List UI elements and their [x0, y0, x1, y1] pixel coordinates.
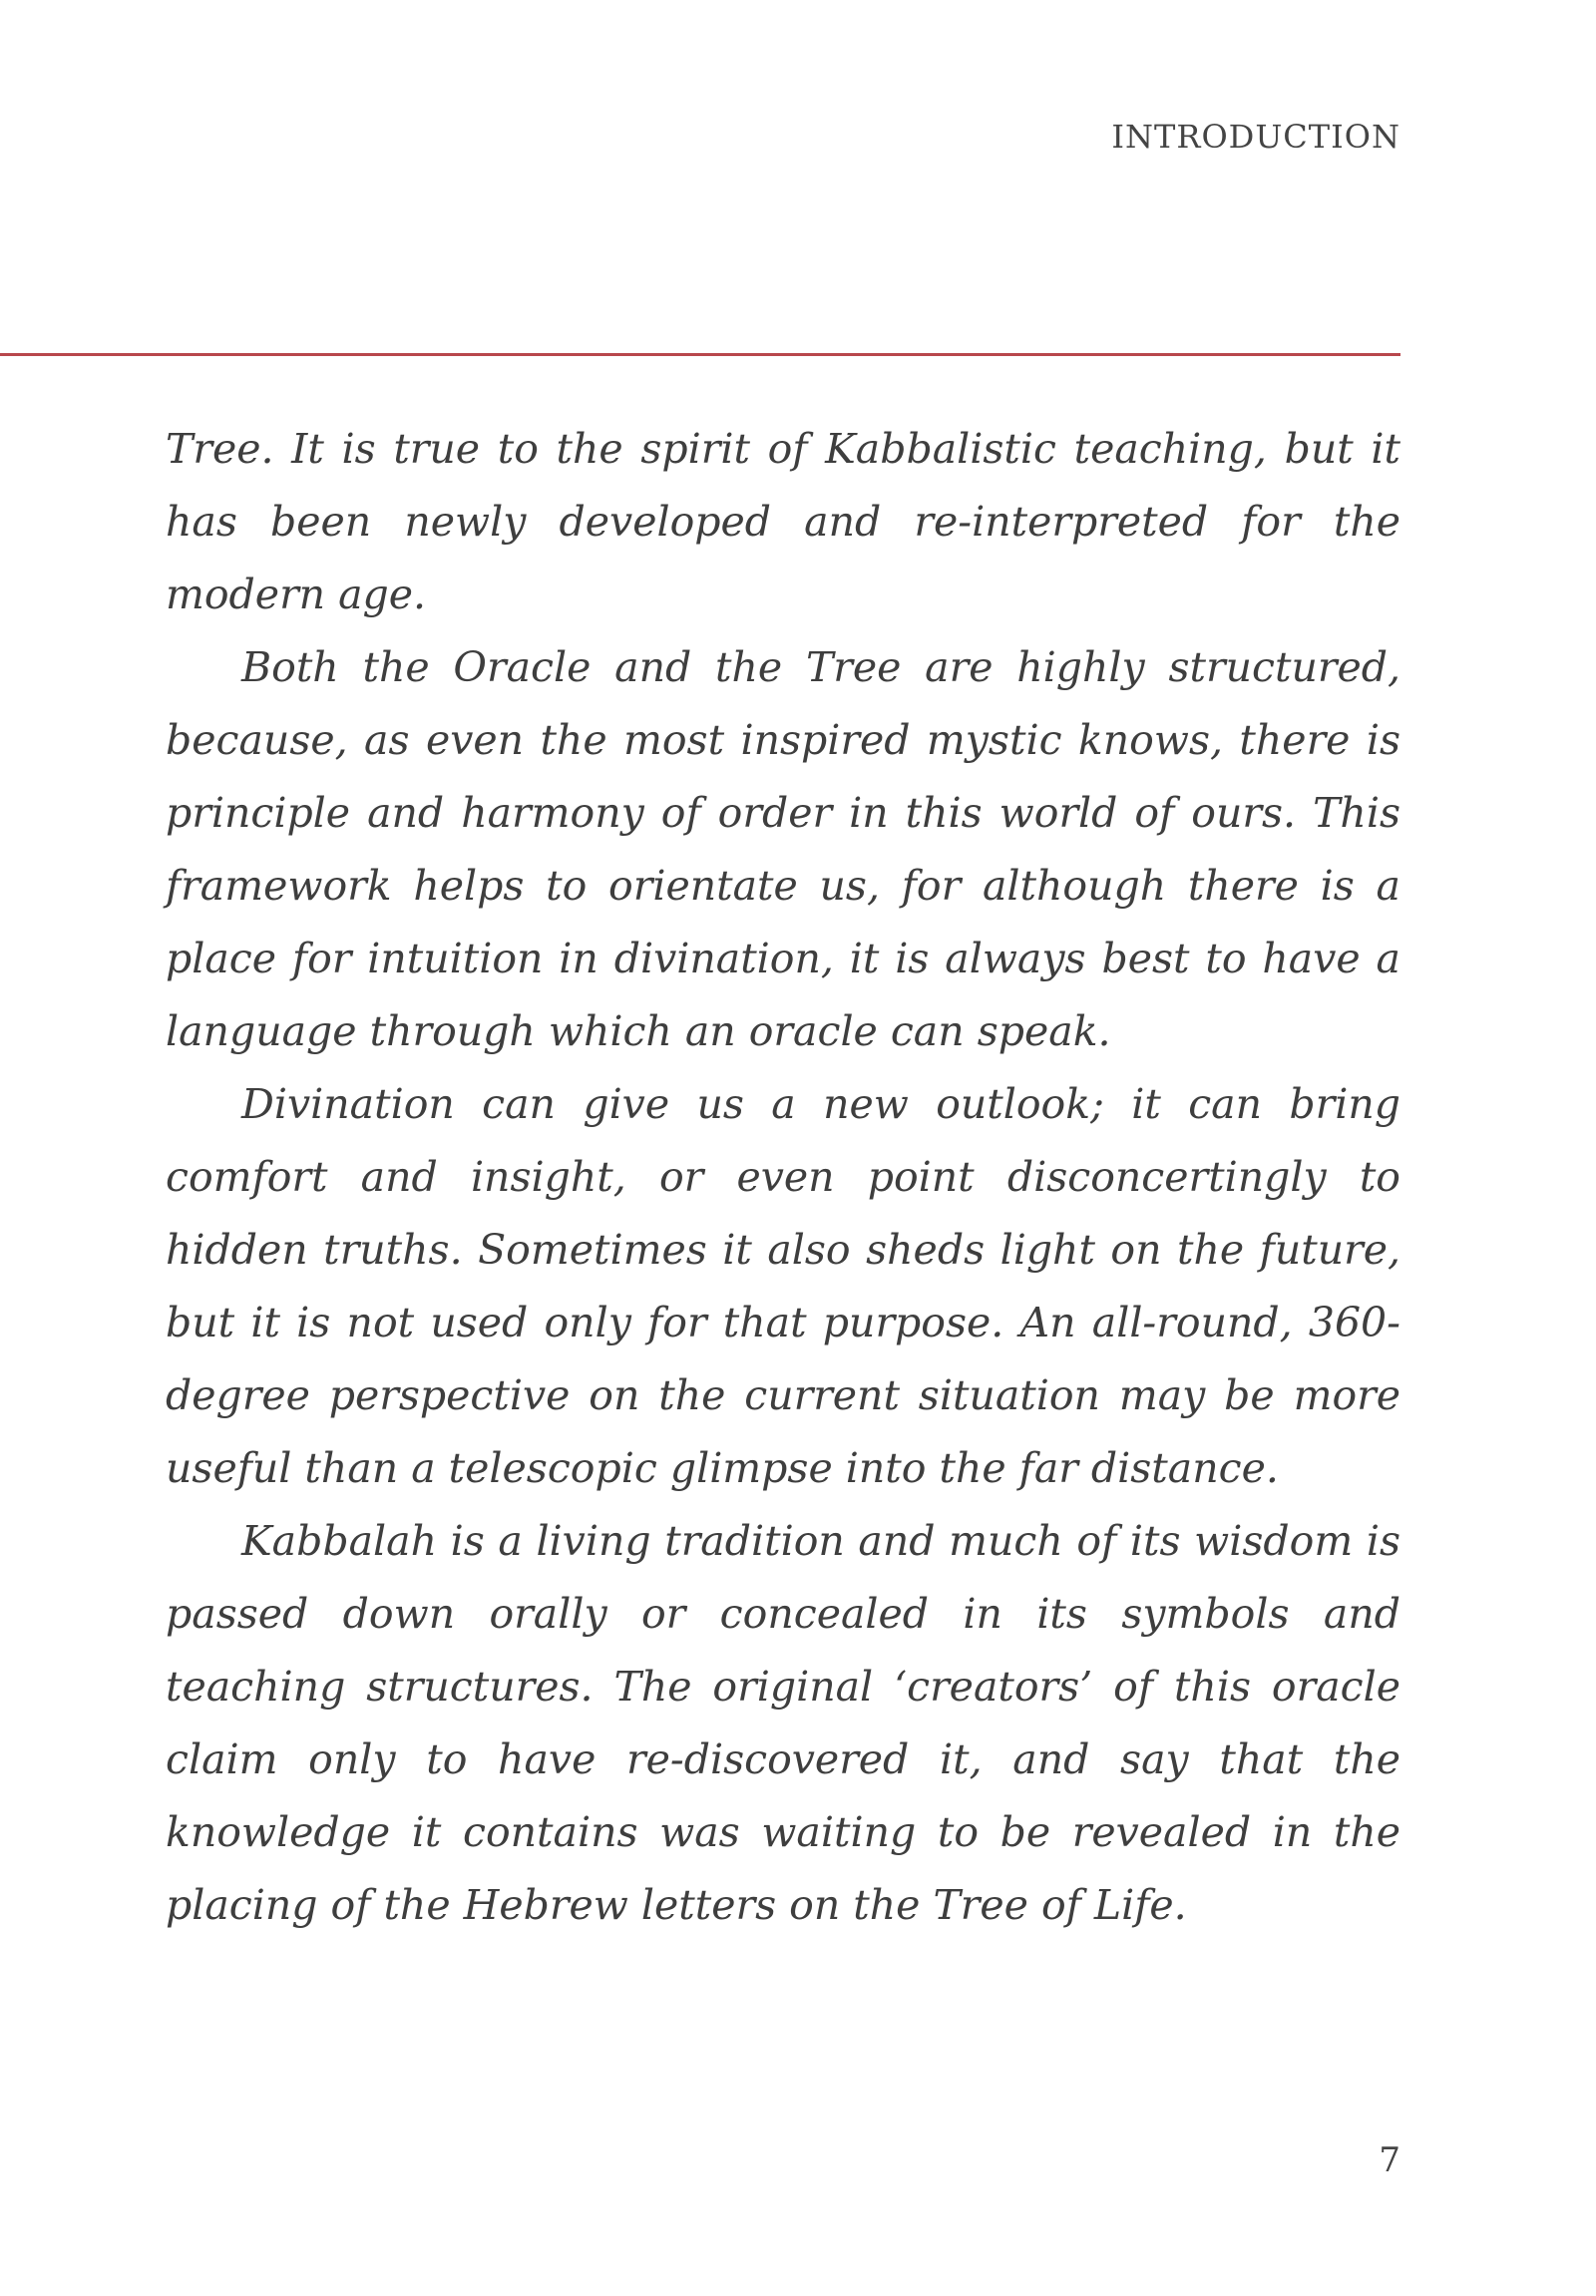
paragraph: Divination can give us a new outlook; it can bring comfort and insight, or even point disconcertingly to hidden truths. Sometimes it also sheds light on the future, but it is not used only for that purpose. An all-round, 360-degree perspective on the current situation may be more useful than a telescopic glimpse into the far distance.: [166, 1080, 1400, 1492]
body-text: [166, 413, 1400, 1942]
header-rule: [0, 353, 1400, 356]
paragraph: Kabbalah is a living tradition and much of its wisdom is passed down orally or concealed in its symbols and teaching structures. The original ‘creators’ of this oracle claim only to have re-discovered it, and say that the knowledge it contains was waiting to be revealed in the placing of the Hebrew letters on the Tree of Life.: [166, 1517, 1400, 1929]
paragraph-continued: Tree. It is true to the spirit of Kabbalistic teaching, but it has been newly developed and re-interpreted for the modern age.: [166, 425, 1400, 618]
running-head: INTRODUCTION: [1111, 118, 1400, 156]
page-number: 7: [1379, 2140, 1400, 2180]
paragraph: Both the Oracle and the Tree are highly structured, because, as even the most inspired mystic knows, there is principle and harmony of order in this world of ours. This framework helps to orientate us, for although there is a place for intuition in divination, it is always best to have a language through which an oracle can speak.: [166, 643, 1400, 1055]
